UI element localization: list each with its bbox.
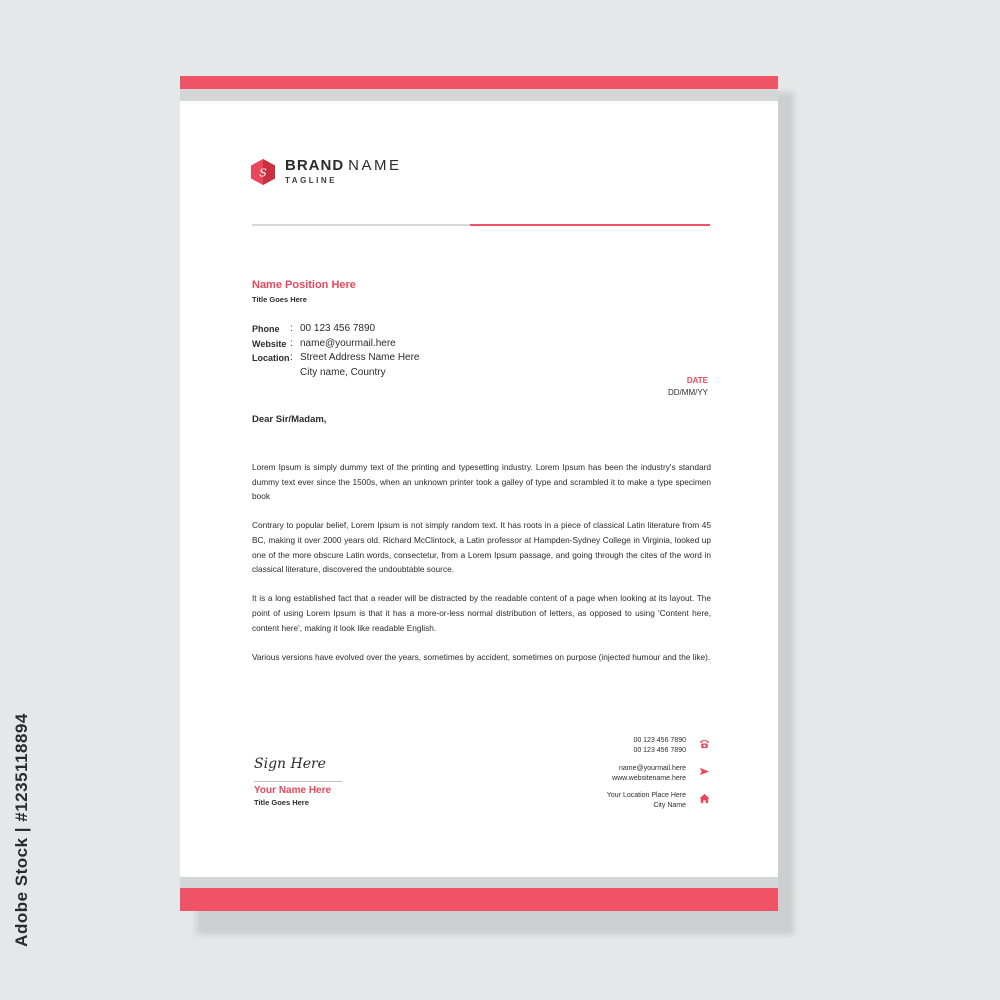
signature-line: [254, 781, 342, 782]
header-divider-gray: [252, 224, 470, 226]
name-position: Name Position Here: [252, 279, 356, 291]
date-value: DD/MM/YY: [668, 388, 708, 397]
brand-name: [285, 157, 402, 174]
footer-location1: Your Location Place Here: [606, 792, 686, 799]
body-paragraph: Various versions have evolved over the years, sometimes by accident, sometimes on purpose (injected humour and the like).: [252, 651, 711, 662]
colon: :: [290, 352, 293, 363]
footer-location: [607, 791, 686, 811]
brand-tagline: TAGLINE: [285, 176, 338, 185]
footer-phone2: 00 123 456 7890: [633, 747, 686, 754]
body-paragraph: It is a long established fact that a reader will be distracted by the readable content of a page when looking at its layout. The point of using Lorem Ipsum is that it has a more-or-less normal distribution of letters, as opposed to using 'Content here, content here', making it look like readable English.: [252, 593, 711, 633]
top-red-band: [180, 76, 778, 89]
colon: :: [290, 323, 293, 334]
hexagon-logo-icon: [251, 159, 275, 185]
greeting: Dear Sir/Madam,: [252, 414, 327, 425]
home-icon: [699, 793, 710, 804]
phone-label: Phone: [252, 324, 280, 334]
signer-name: Your Name Here: [254, 785, 332, 796]
footer-website: www.websitename.here: [612, 775, 686, 782]
brand-logo: [251, 157, 402, 185]
sender-title: Title Goes Here: [252, 295, 307, 304]
footer-email-web: [612, 764, 686, 784]
letterhead-page: [180, 76, 778, 911]
contact-location-row2: [252, 366, 420, 381]
stock-watermark: [8, 0, 36, 1000]
footer-location2: City Name: [653, 802, 686, 809]
bottom-red-band: [180, 888, 778, 911]
logo-letter: S: [259, 166, 267, 180]
stock-watermark-text: Adobe Stock | #1235118894: [12, 713, 32, 947]
contact-website-row: [252, 337, 420, 352]
footer-phone1: 00 123 456 7890: [633, 737, 686, 744]
location-line2: City name, Country: [300, 366, 386, 378]
brand-name-rest: NAME: [348, 157, 402, 174]
send-icon: [699, 766, 710, 777]
footer-email: name@yourmail.here: [618, 765, 686, 772]
colon: :: [290, 337, 293, 349]
contact-phone-row: [252, 322, 420, 337]
location-line1: Street Address Name Here: [300, 352, 420, 363]
location-label: Location: [252, 353, 290, 363]
top-gray-band: [180, 89, 778, 101]
phone-value: 00 123 456 7890: [300, 323, 376, 334]
body-paragraph: Contrary to popular belief, Lorem Ipsum is not simply random text. It has roots in a piece of classical Latin literature from 45 BC, making it over 2000 years old. Richard McClintock, a Latin professor at Hampden-Sydney College in Virginia, looked up one of the more obscure Latin words, consectetur, from a Lorem Ipsum passage, and going through the cites of the word in classical literature, discovered the undoubtable source.: [252, 520, 711, 575]
signature: Sign Here: [254, 756, 326, 772]
contact-block: [252, 322, 420, 380]
footer-phones: [633, 736, 686, 756]
date-label: DATE: [686, 376, 708, 385]
contact-location-row: [252, 351, 420, 366]
signer-title: Title Goes Here: [254, 798, 309, 807]
header-divider-red: [470, 224, 710, 226]
bottom-gray-band: [180, 877, 778, 888]
letter-body: [252, 460, 711, 679]
brand-name-bold: BRAND: [285, 157, 345, 174]
website-value: name@yourmail.here: [300, 337, 396, 349]
phone-icon: [699, 738, 710, 749]
body-paragraph: Lorem Ipsum is simply dummy text of the printing and typesetting industry. Lorem Ipsum has been the industry's standard dummy text ever since the 1500s, when an unknown printer took a galley of type and scrambled it to make a type specimen book: [252, 462, 711, 502]
website-label: Website: [252, 338, 287, 349]
